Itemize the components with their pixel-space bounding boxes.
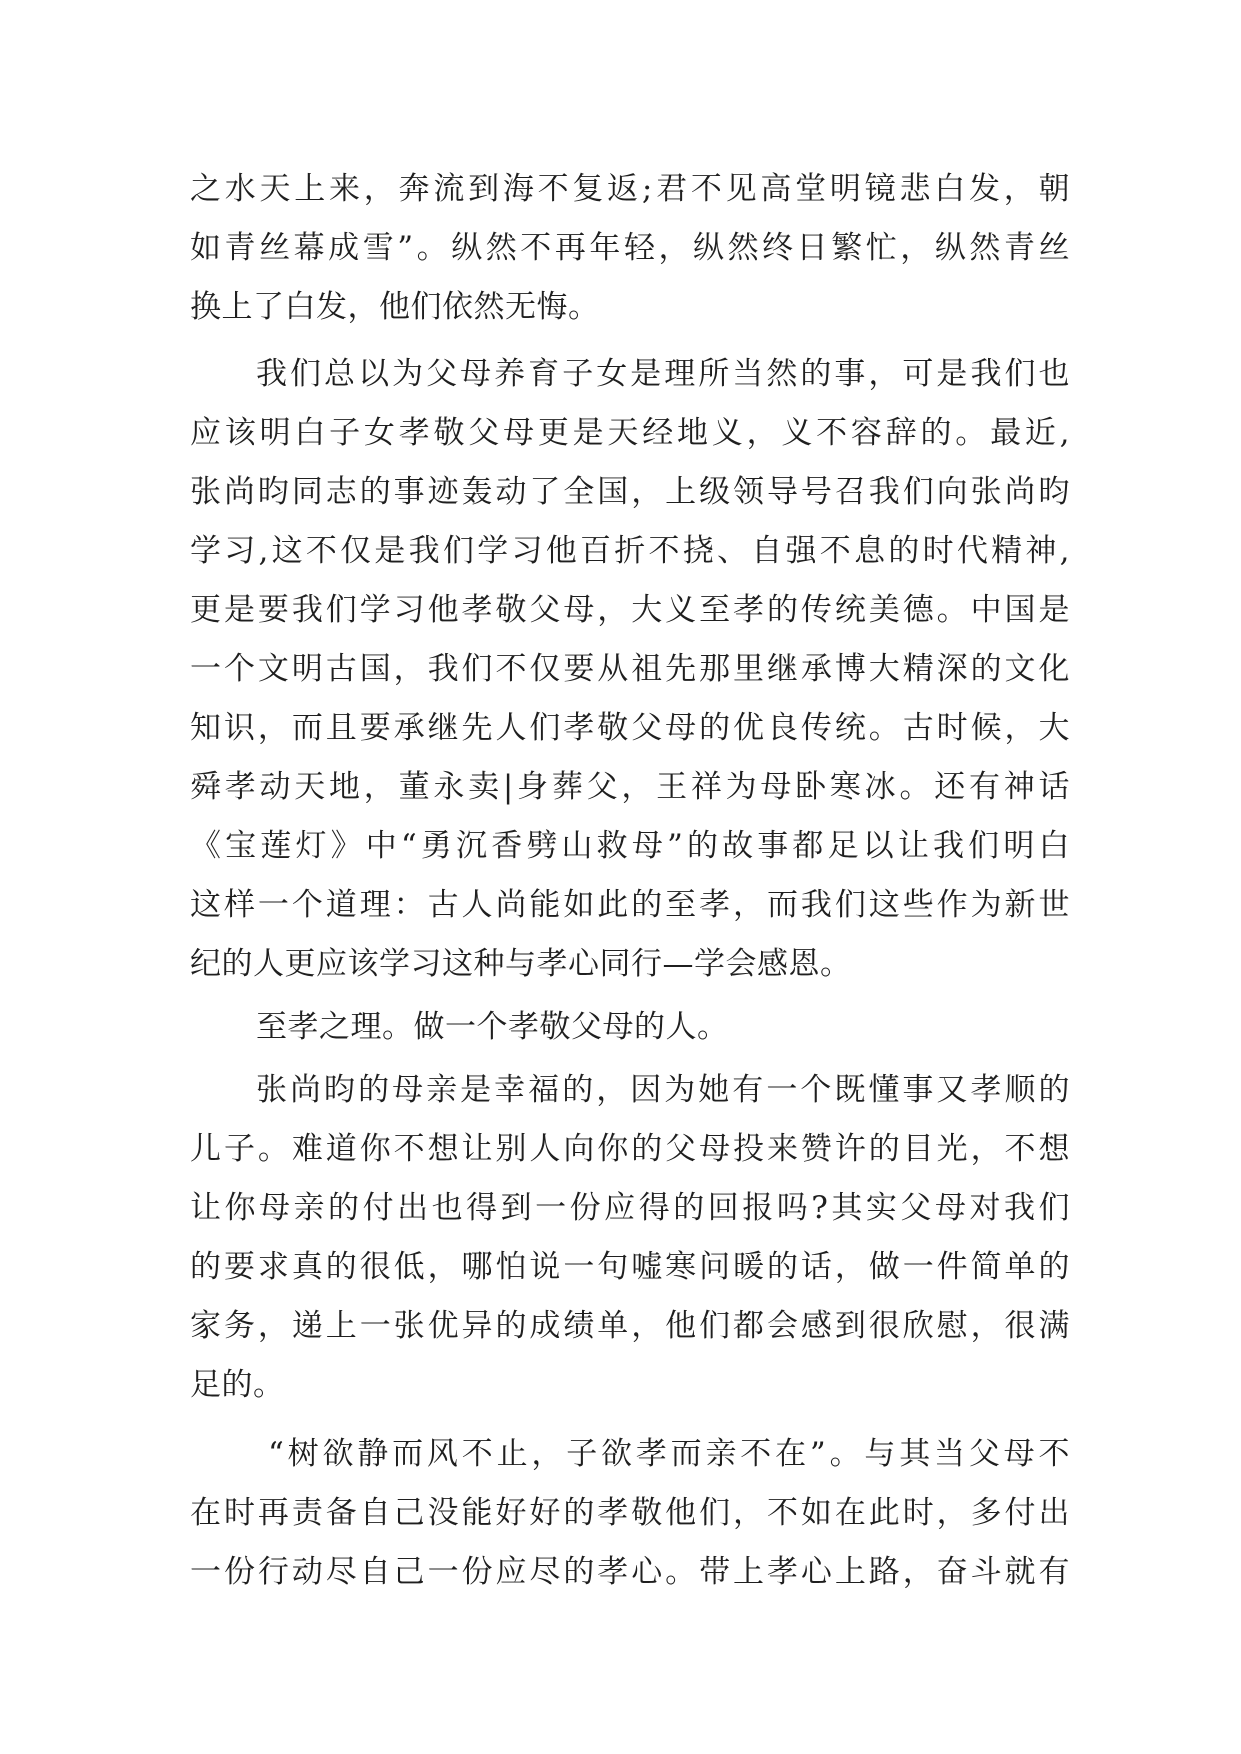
text-line: 儿子。难道你不想让别人向你的父母投来赞许的目光，不想 (190, 1131, 1070, 1167)
text-line: 张尚昀的母亲是幸福的，因为她有一个既懂事又孝顺的 (256, 1072, 1070, 1108)
text-line: 至孝之理。做一个孝敬父母的人。 (256, 1009, 729, 1045)
text-line: 舜孝动天地，董永卖|身葬父，王祥为母卧寒冰。还有神话 (190, 769, 1070, 805)
text-line: 学习,这不仅是我们学习他百折不挠、自强不息的时代精神, (190, 533, 1070, 569)
text-line: 足的。 (190, 1367, 285, 1403)
text-line: 《宝莲灯》中“勇沉香劈山救母”的故事都足以让我们明白 (190, 828, 1070, 864)
text-line: 如青丝幕成雪”。纵然不再年轻，纵然终日繁忙，纵然青丝 (190, 230, 1070, 266)
text-line: 换上了白发，他们依然无悔。 (190, 289, 600, 325)
text-line: “树欲静而风不止，子欲孝而亲不在”。与其当父母不 (268, 1436, 1070, 1472)
text-line: 应该明白子女孝敬父母更是天经地义，义不容辞的。最近, (190, 415, 1070, 451)
text-line: 更是要我们学习他孝敬父母，大义至孝的传统美德。中国是 (190, 592, 1070, 628)
text-line: 一份行动尽自己一份应尽的孝心。带上孝心上路，奋斗就有 (190, 1554, 1070, 1590)
text-line: 我们总以为父母养育子女是理所当然的事，可是我们也 (256, 356, 1070, 392)
text-line: 家务，递上一张优异的成绩单，他们都会感到很欣慰，很满 (190, 1308, 1070, 1344)
text-line: 知识，而且要承继先人们孝敬父母的优良传统。古时候，大 (190, 710, 1070, 746)
text-line: 张尚昀同志的事迹轰动了全国，上级领导号召我们向张尚昀 (190, 474, 1070, 510)
text-line: 这样一个道理：古人尚能如此的至孝，而我们这些作为新世 (190, 887, 1070, 923)
text-line: 的要求真的很低，哪怕说一句嘘寒问暖的话，做一件简单的 (190, 1249, 1070, 1285)
text-line: 让你母亲的付出也得到一份应得的回报吗?其实父母对我们 (190, 1190, 1070, 1226)
text-line: 之水天上来，奔流到海不复返;君不见高堂明镜悲白发，朝 (190, 171, 1070, 207)
text-line: 在时再责备自己没能好好的孝敬他们，不如在此时，多付出 (190, 1495, 1070, 1531)
body-text (190, 160, 1070, 1602)
text-line: 纪的人更应该学习这种与孝心同行—学会感恩。 (190, 946, 852, 982)
text-line: 一个文明古国，我们不仅要从祖先那里继承博大精深的文化 (190, 651, 1070, 687)
